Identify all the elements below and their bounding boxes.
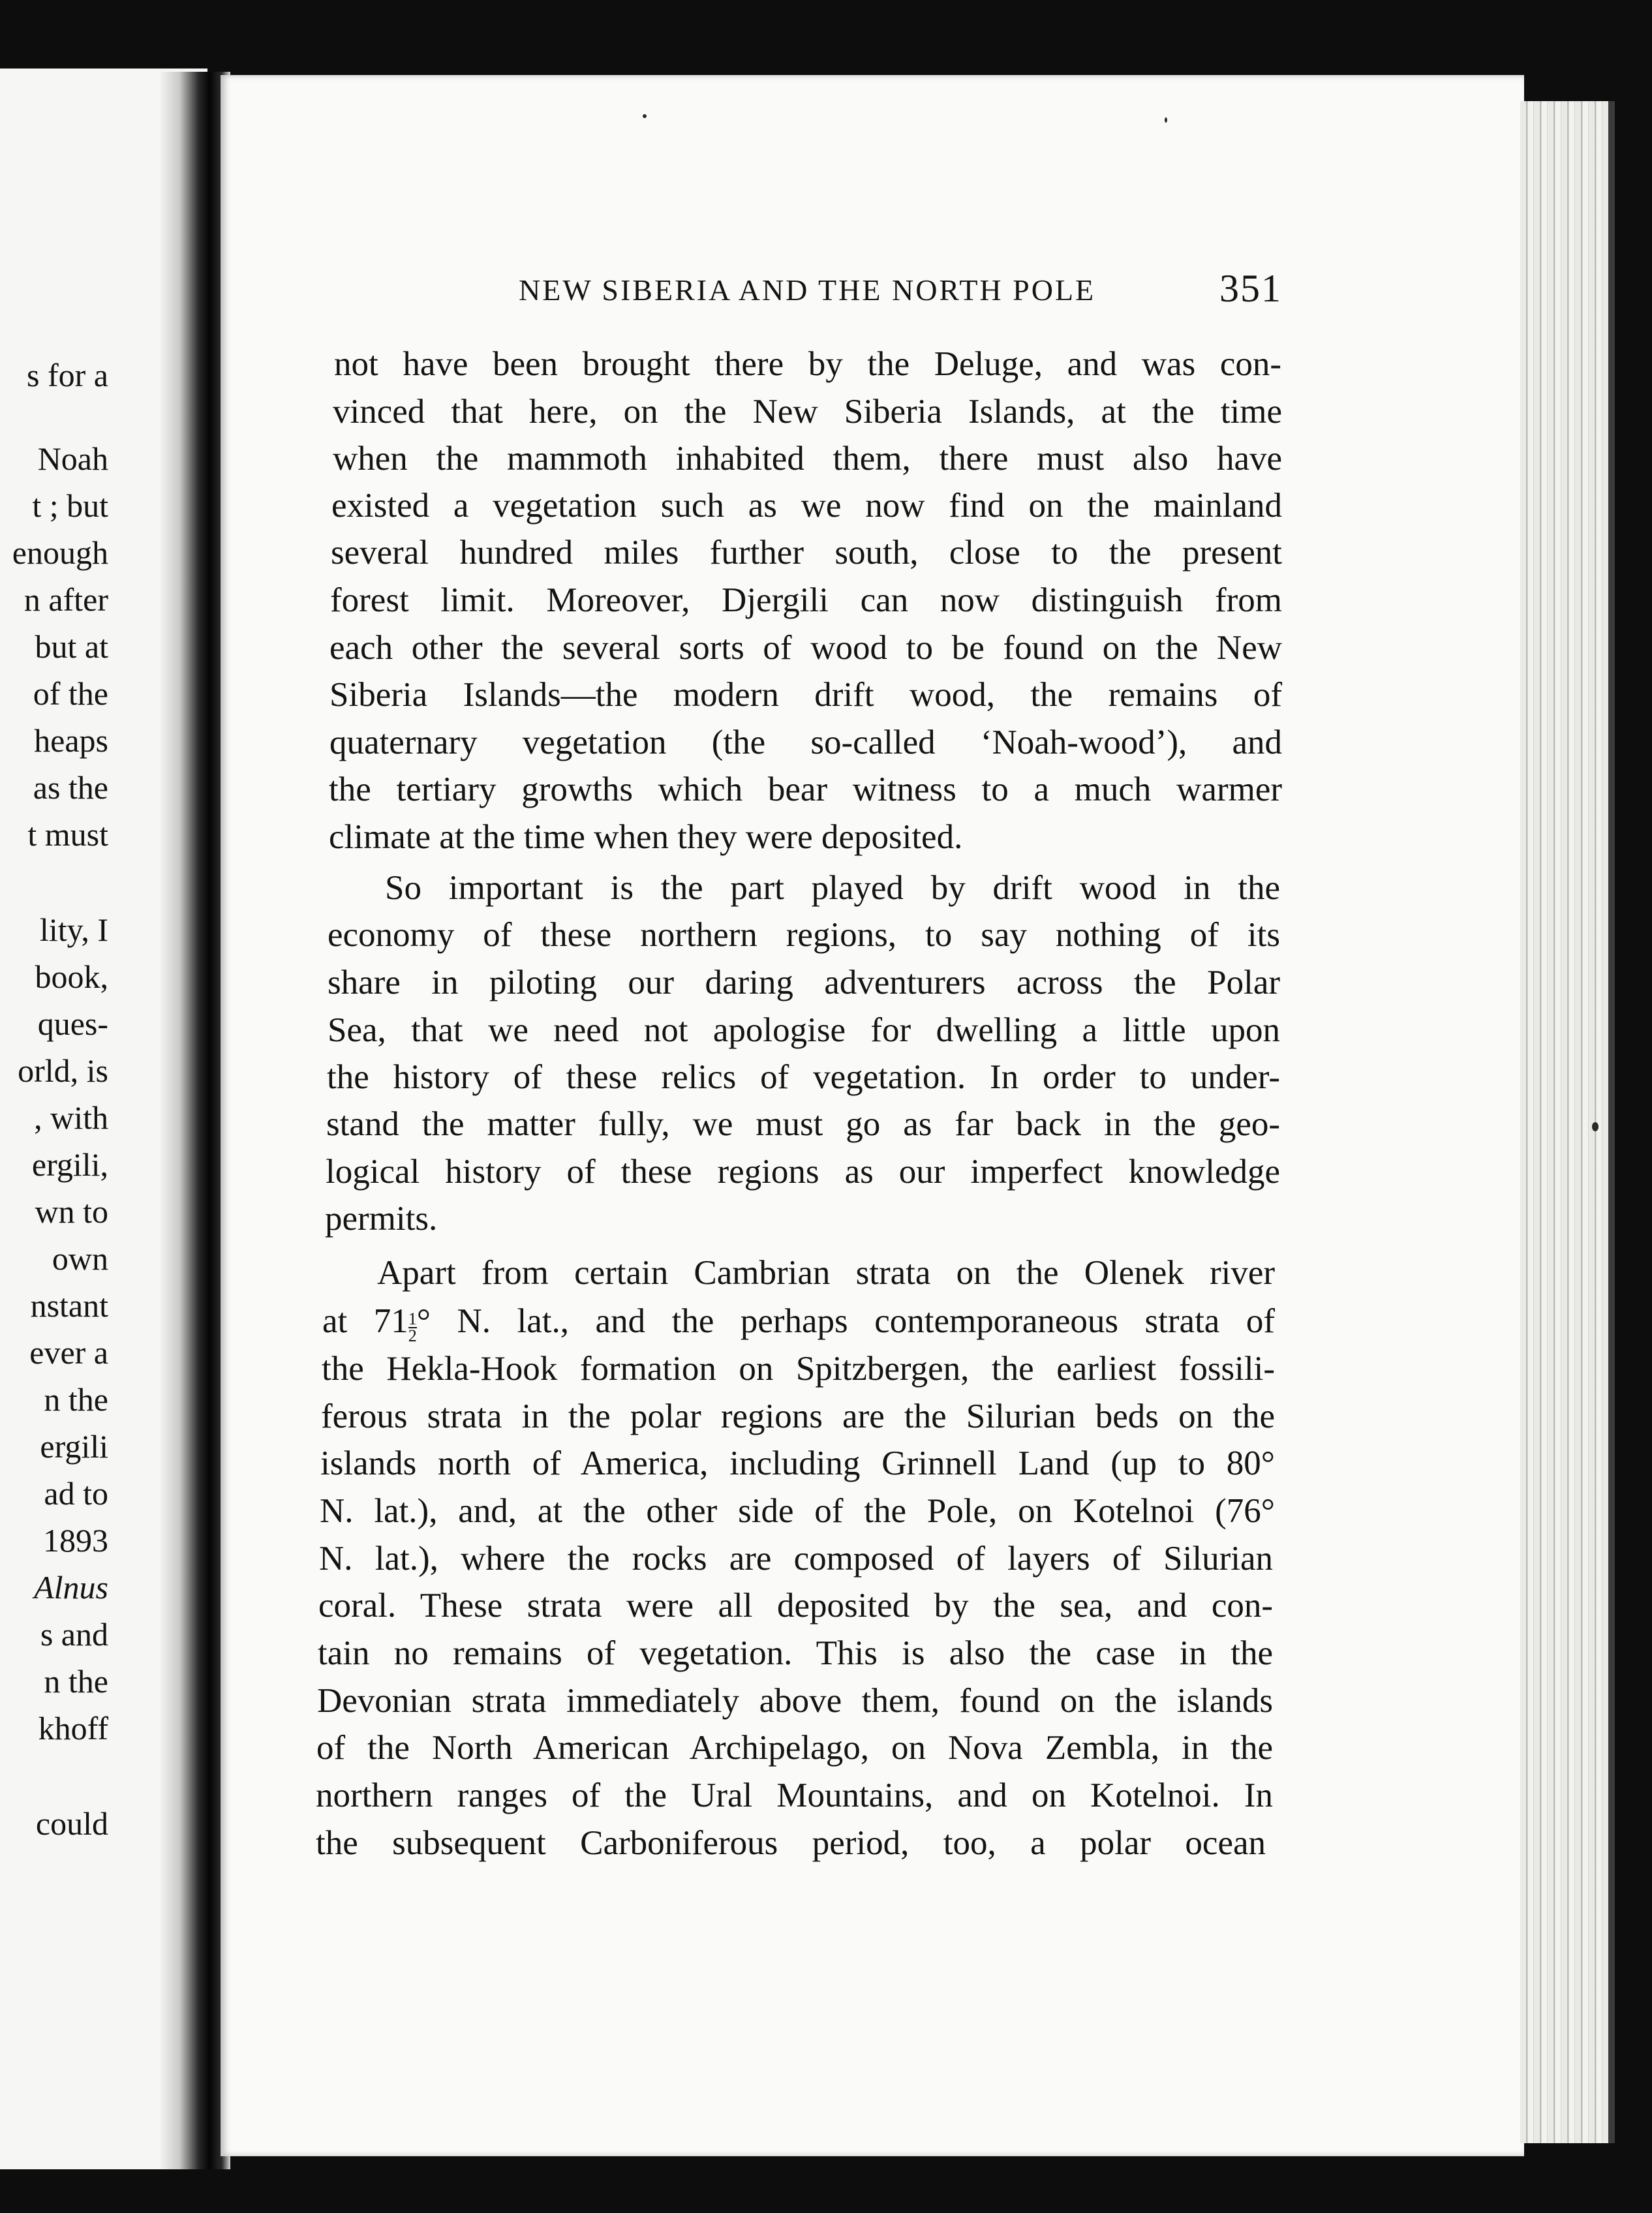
body-text-line: Apart from certain Cambrian strata on the Olenek river xyxy=(377,1254,1275,1292)
left-page-line: of the xyxy=(33,675,108,712)
left-page-line: khoff xyxy=(38,1710,108,1747)
body-text-line: the history of these relics of vegetation. In order to under- xyxy=(327,1058,1280,1096)
scan-speck xyxy=(1592,1122,1598,1131)
body-text-line: N. lat.), and, at the other side of the Pole, on Kotelnoi (76° xyxy=(320,1492,1275,1530)
body-text-line: the subsequent Carboniferous period, too, a polar ocean xyxy=(316,1824,1266,1862)
book-gutter xyxy=(160,72,230,2169)
body-text-line: Sea, that we need not apologise for dwelling a little upon xyxy=(328,1011,1280,1049)
body-text-line: forest limit. Moreover, Djergili can now distinguish from xyxy=(330,581,1282,619)
body-text-line: economy of these northern regions, to say nothing of its xyxy=(328,916,1280,954)
left-page-line: nstant xyxy=(30,1287,108,1324)
body-text-line: northern ranges of the Ural Mountains, and on Kotelnoi. In xyxy=(316,1777,1273,1814)
left-page-line: lity, I xyxy=(39,911,108,948)
body-text-line: Siberia Islands—the modern drift wood, the remains of xyxy=(329,676,1282,714)
page-number: 351 xyxy=(1219,267,1282,310)
left-page-line: enough xyxy=(12,534,108,571)
body-text-line: tain no remains of vegetation. This is also the case in the xyxy=(318,1634,1273,1672)
fraction-denominator: 2 xyxy=(408,1326,417,1345)
left-page-line: ad to xyxy=(44,1475,108,1512)
body-text-line: coral. These strata were all deposited by the sea, and con- xyxy=(318,1587,1273,1625)
body-text-line: islands north of America, including Grinnell Land (up to 80° xyxy=(320,1444,1275,1482)
body-text-line: each other the several sorts of wood to be found on the New xyxy=(329,629,1282,667)
body-text-line: the tertiary growths which bear witness to a much warmer xyxy=(329,771,1282,808)
left-page-line: own xyxy=(52,1240,108,1277)
left-page-line: t must xyxy=(27,816,108,853)
body-text-line: quaternary vegetation (the so-called ‘Noah-wood’), and xyxy=(329,724,1282,761)
body-text-fragment: at 71 xyxy=(322,1302,408,1340)
left-page-line: heaps xyxy=(34,722,108,759)
body-text-line: of the North American Archipelago, on Nova Zembla, in the xyxy=(316,1729,1273,1767)
left-page-line: ergili, xyxy=(31,1146,108,1183)
left-page-line: s and xyxy=(40,1616,108,1653)
body-text-line: logical history of these regions as our imperfect knowledge xyxy=(326,1153,1280,1191)
body-text-line: climate at the time when they were deposited. xyxy=(329,818,963,856)
left-page-line: Alnus xyxy=(34,1569,108,1606)
body-text-line: Devonian strata immediately above them, found on the islands xyxy=(317,1682,1273,1720)
left-page-line: orld, is xyxy=(18,1052,108,1089)
left-page-line: ever a xyxy=(29,1334,108,1371)
body-text-line: existed a vegetation such as we now find on the mainland xyxy=(331,487,1282,525)
left-page-line: ques- xyxy=(37,1005,108,1042)
body-text-line: stand the matter fully, we must go as far back in the geo- xyxy=(326,1105,1280,1143)
left-page-line: as the xyxy=(33,769,108,806)
left-page-line: 1893 xyxy=(43,1522,108,1559)
body-text-line: vinced that here, on the New Siberia Islands, at the time xyxy=(333,393,1282,431)
page-edges xyxy=(1520,101,1615,2143)
fraction xyxy=(408,1311,417,1344)
body-text-line: permits. xyxy=(325,1200,438,1238)
left-page-line: Noah xyxy=(37,440,108,477)
body-text-line: So important is the part played by drift wood in the xyxy=(385,869,1280,907)
scan-speck xyxy=(1165,117,1167,123)
left-page-line: but at xyxy=(35,628,108,665)
body-text-line: share in piloting our daring adventurers across the Polar xyxy=(328,964,1280,1001)
left-page-line: n the xyxy=(44,1381,108,1418)
body-text-fragment: ° N. lat., and the perhaps contemporaneous strata of xyxy=(416,1302,1275,1340)
left-page-line: could xyxy=(35,1805,108,1842)
body-text-line: when the mammoth inhabited them, there must also have xyxy=(333,440,1282,478)
left-page-line: n the xyxy=(44,1663,108,1700)
left-page-line: ergili xyxy=(40,1428,108,1465)
fraction-numerator: 1 xyxy=(408,1309,417,1328)
left-page-line: wn to xyxy=(35,1193,108,1230)
body-text-line: the Hekla-Hook formation on Spitzbergen, the earliest fossili- xyxy=(322,1350,1275,1388)
body-text-line: N. lat.), where the rocks are composed of layers of Silurian xyxy=(319,1540,1273,1578)
body-text-line: not have been brought there by the Deluge, and was con- xyxy=(334,345,1281,383)
running-head: NEW SIBERIA AND THE NORTH POLE xyxy=(519,273,1096,307)
left-page-line: t ; but xyxy=(32,487,108,524)
body-text-line: several hundred miles further south, close to the present xyxy=(331,534,1282,572)
body-text-line xyxy=(322,1300,1275,1343)
left-page-line: book, xyxy=(35,958,108,995)
body-text-line: ferous strata in the polar regions are the Silurian beds on the xyxy=(321,1397,1275,1435)
left-page-line: , with xyxy=(34,1099,108,1136)
left-page-line: s for a xyxy=(27,357,108,393)
left-page-line: n after xyxy=(23,581,108,618)
scan-speck xyxy=(643,114,647,118)
